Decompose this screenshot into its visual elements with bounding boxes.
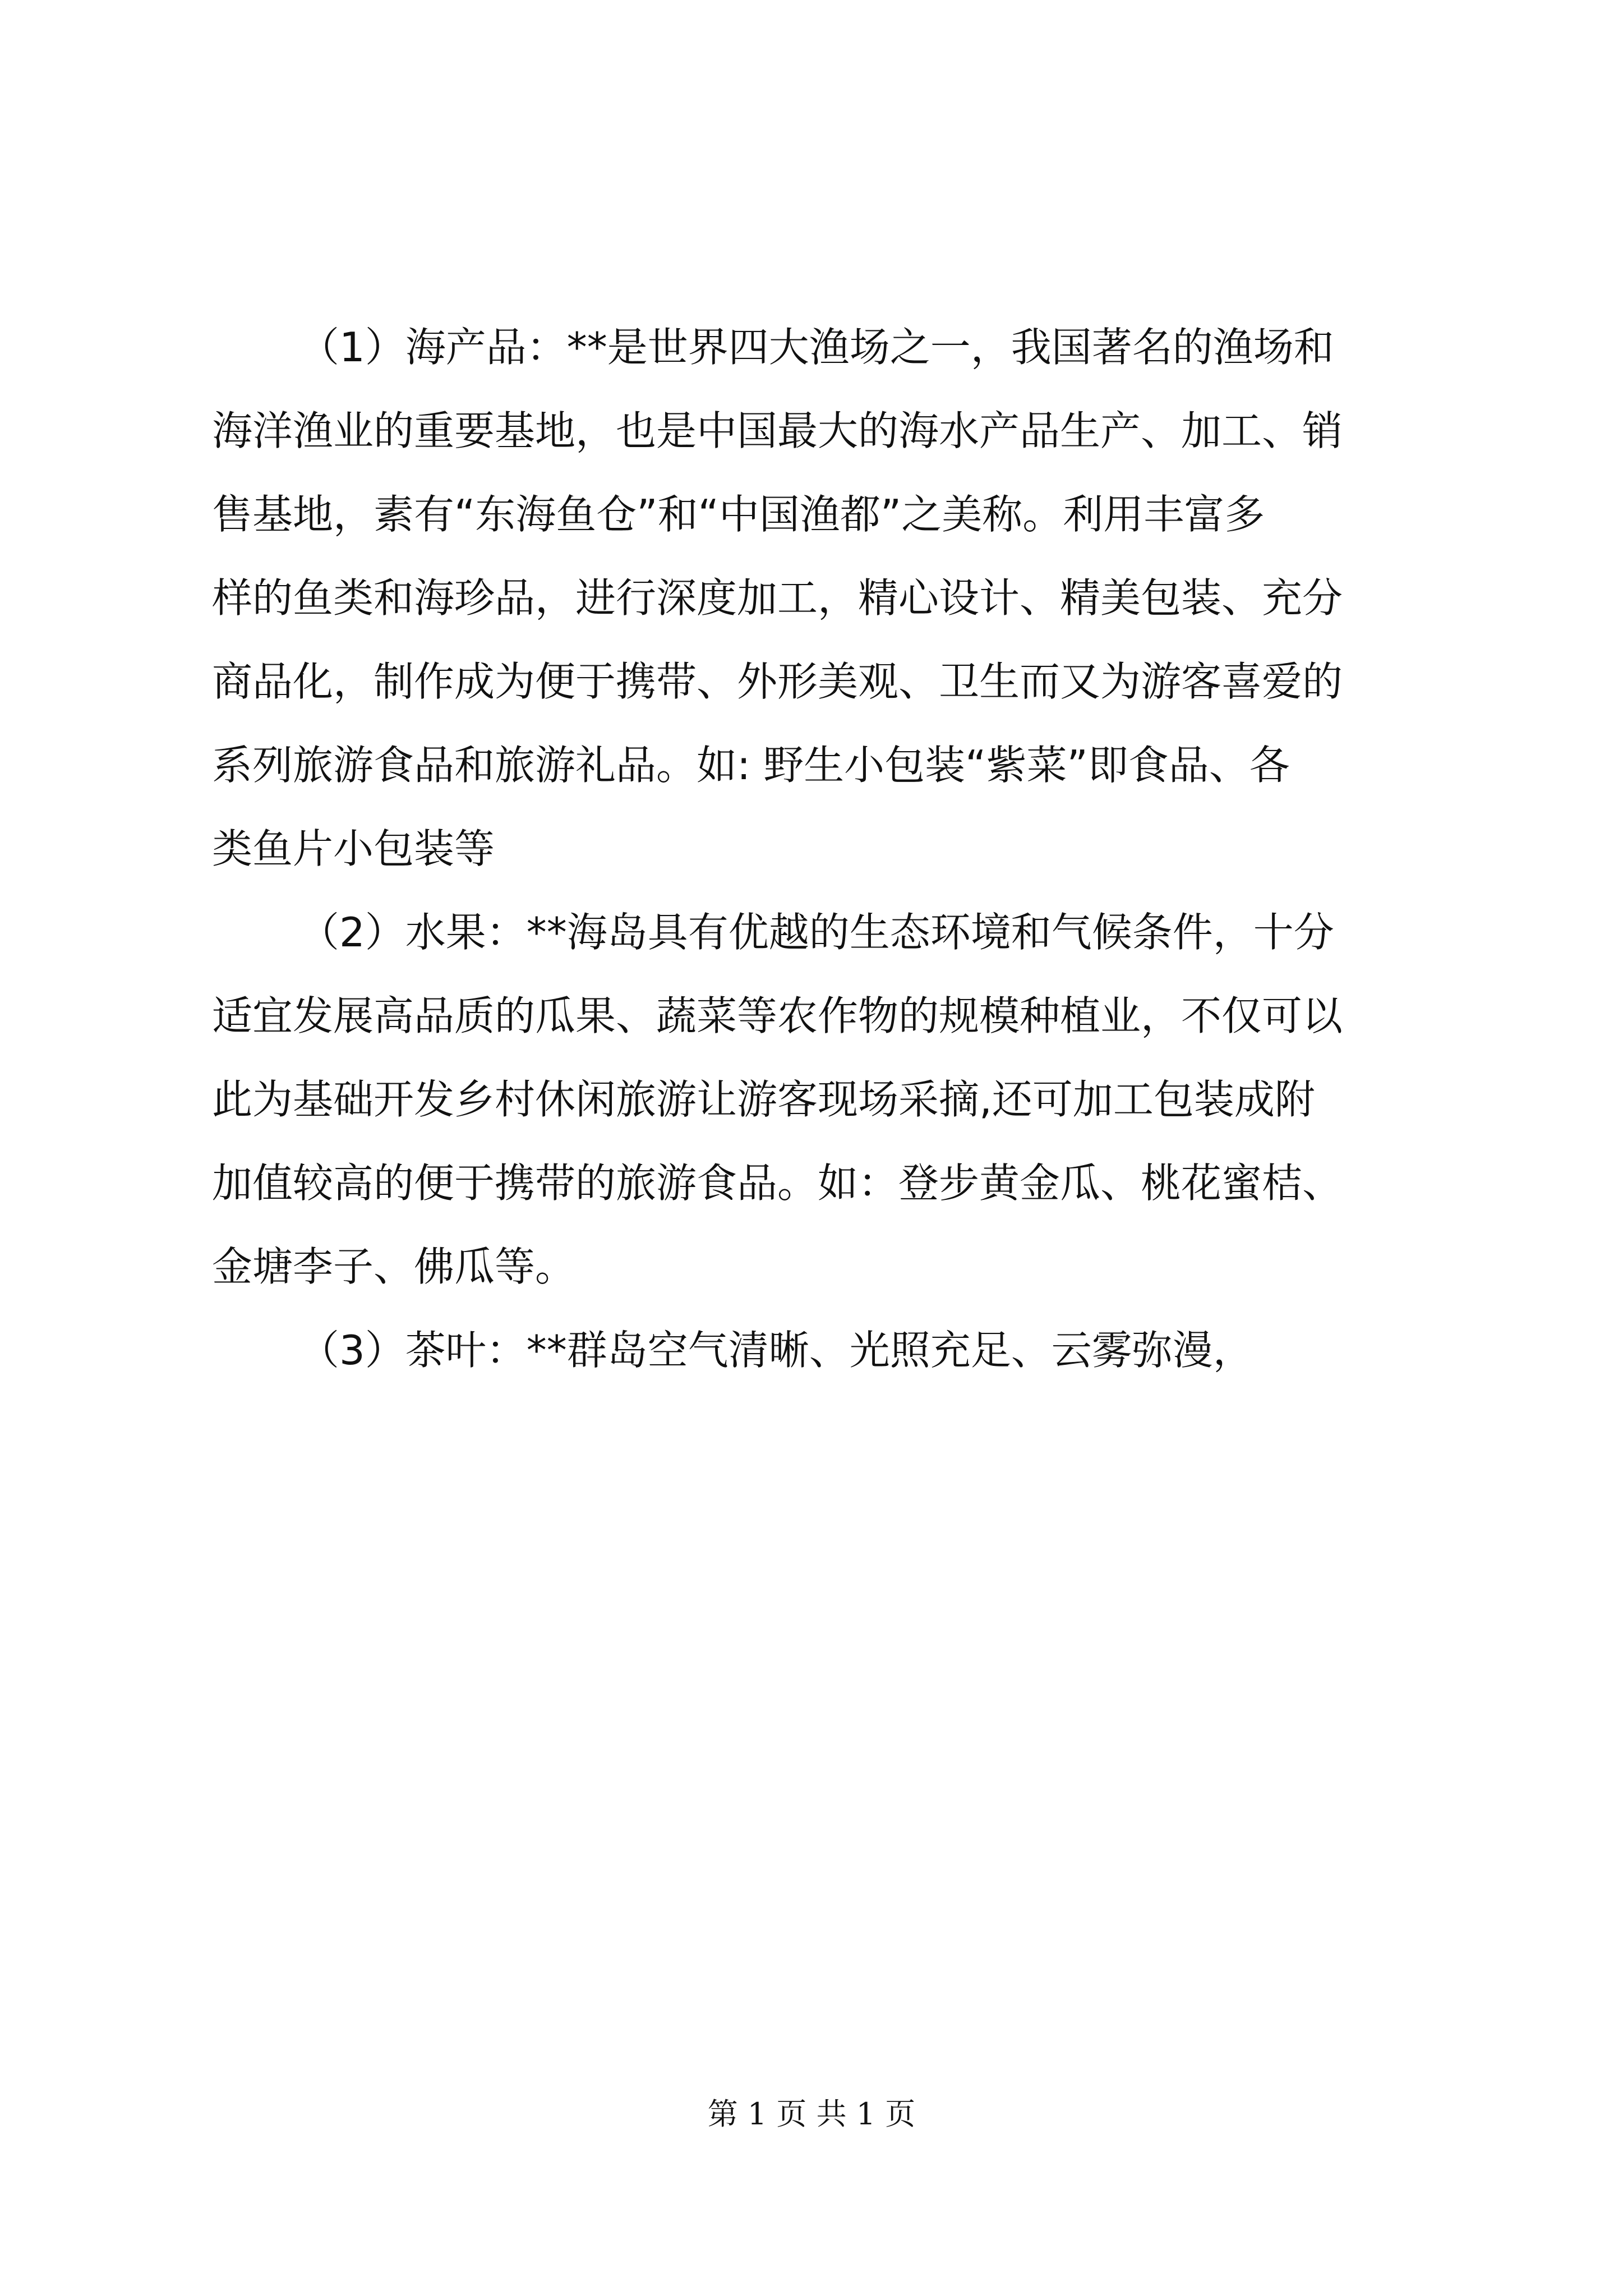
paragraph-seafood xyxy=(212,306,1418,891)
text-line: （3）茶叶：**群岛空气清晰、光照充足、云雾弥漫， xyxy=(299,1327,1253,1374)
text-line: （1）海产品：**是世界四大渔场之一，我国著名的渔场和 xyxy=(299,324,1334,371)
text-line: 样的鱼类和海珍品，进行深度加工，精心设计、精美包装、充分 xyxy=(212,574,1343,622)
text-line: （2）水果：**海岛具有优越的生态环境和气候条件，十分 xyxy=(299,909,1334,956)
text-line: 此为基础开发乡村休闲旅游让游客现场采摘,还可加工包装成附 xyxy=(212,1076,1315,1123)
text-line: 加值较高的便于携带的旅游食品。如：登步黄金瓜、桃花蜜桔、 xyxy=(212,1159,1343,1207)
text-line: 金塘李子、佛瓜等。 xyxy=(212,1243,576,1290)
page-number-footer: 第 1 页 共 1 页 xyxy=(707,2096,916,2132)
text-line: 系列旅游食品和旅游礼品。如: 野生小包装“紫菜”即食品、各 xyxy=(212,742,1290,789)
text-line: 售基地，素有“东海鱼仓”和“中国渔都”之美称。利用丰富多 xyxy=(212,491,1265,538)
document-body xyxy=(212,306,1418,1392)
paragraph-fruit xyxy=(212,891,1418,1309)
text-line: 适宜发展高品质的瓜果、蔬菜等农作物的规模种植业，不仅可以 xyxy=(212,992,1343,1039)
text-line: 海洋渔业的重要基地，也是中国最大的海水产品生产、加工、销 xyxy=(212,407,1343,454)
text-line: 类鱼片小包装等 xyxy=(212,825,495,872)
text-line: 商品化，制作成为便于携带、外形美观、卫生而又为游客喜爱的 xyxy=(212,658,1343,705)
paragraph-tea xyxy=(212,1309,1418,1392)
